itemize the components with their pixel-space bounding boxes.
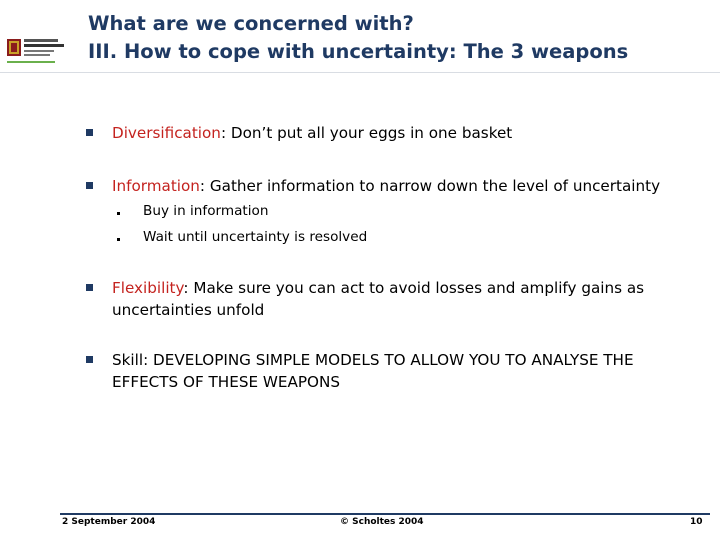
bullet-term: Diversification xyxy=(112,124,221,142)
bullet-square-icon xyxy=(86,356,93,363)
title-line-2: III. How to cope with uncertainty: The 3 weapons xyxy=(88,40,629,63)
bullet-text: : Gather information to narrow down the level of uncertainty xyxy=(199,177,661,195)
bullet-flexibility xyxy=(112,277,702,321)
bullet-square-icon xyxy=(86,129,93,136)
university-logo xyxy=(6,36,68,66)
bullet-diversification xyxy=(112,122,702,144)
footer-divider xyxy=(60,513,710,515)
page-number: 10 xyxy=(690,517,703,527)
slide-title xyxy=(88,10,708,66)
sub-bullet-wait: Wait until uncertainty is resolved xyxy=(143,229,368,245)
footer-copyright: © Scholtes 2004 xyxy=(340,517,424,527)
title-line-1: What are we concerned with? xyxy=(88,12,414,35)
bullet-information xyxy=(112,175,702,197)
bullet-text: Skill: DEVELOPING SIMPLE MODELS TO ALLOW YOU TO ANALYSE THE EFFECTS OF THESE WEAPONS xyxy=(112,351,634,391)
bullet-term: Flexibility xyxy=(112,279,184,297)
bullet-term: Information xyxy=(112,177,200,195)
bullet-text: : Don’t put all your eggs in one basket xyxy=(220,124,513,142)
sub-bullet-icon xyxy=(117,212,120,215)
sub-bullet-buy-info: Buy in information xyxy=(143,203,269,219)
bullet-skill xyxy=(112,349,702,393)
bullet-square-icon xyxy=(86,284,93,291)
title-divider xyxy=(0,72,720,73)
bullet-square-icon xyxy=(86,182,93,189)
bullet-text: : Make sure you can act to avoid losses and amplify gains as uncertainties unfold xyxy=(112,279,645,319)
footer-date: 2 September 2004 xyxy=(62,517,156,527)
sub-bullet-icon xyxy=(117,238,120,241)
